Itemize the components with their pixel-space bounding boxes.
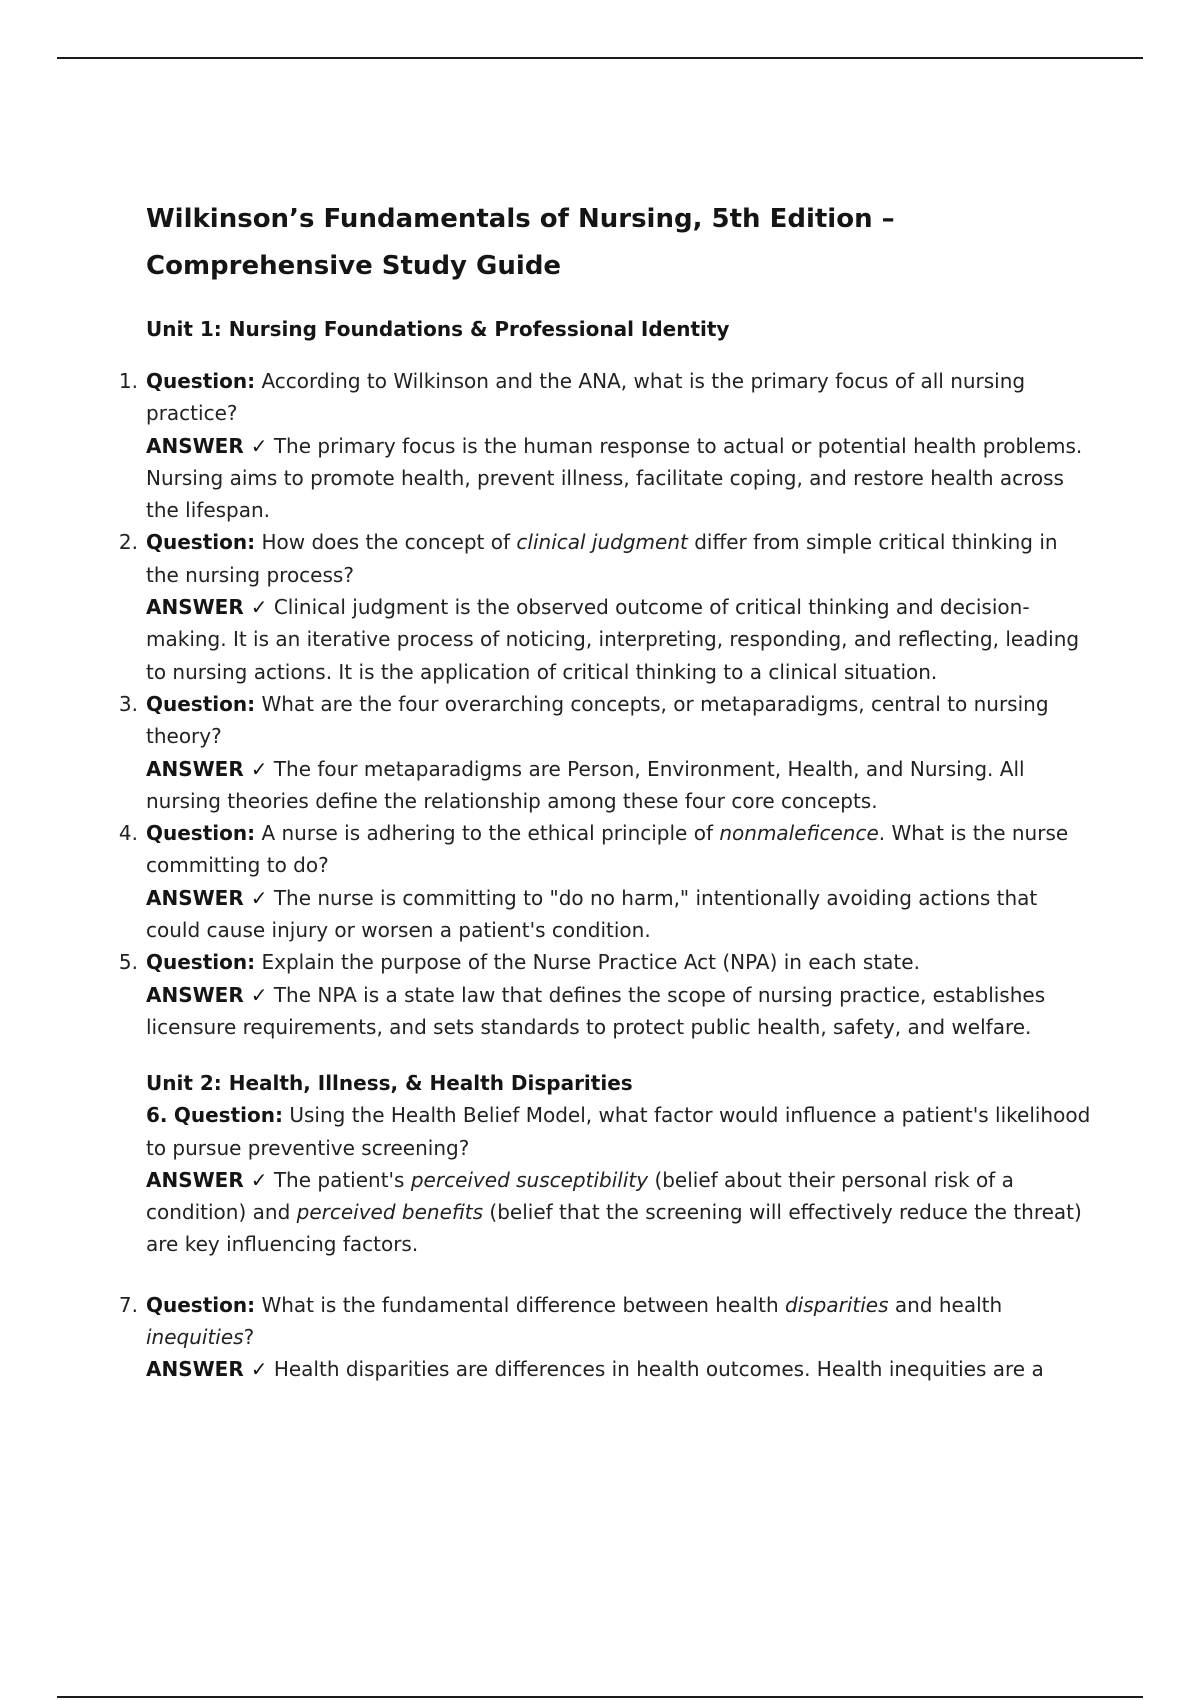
answer-emphasis: perceived benefits [296,1200,484,1225]
unit-1-question-list [118,365,1091,1043]
question-emphasis: clinical judgment [516,530,688,555]
item-number: 3. [118,691,138,716]
question-text: How does the concept of [261,530,511,555]
answer-label: ANSWER ✓ [146,433,268,458]
question-text-continued: differ from simple critical thinking in the nursing process? [146,530,1058,587]
footer-rule [57,1696,1143,1698]
question-label: Question: [146,691,256,716]
question-emphasis: nonmaleficence [719,821,879,846]
answer-block [146,753,1091,818]
question-item-6 [146,1099,1091,1260]
answer-block [146,882,1091,947]
paragraph-spacer [146,1261,1091,1289]
page-content [118,196,1091,1386]
question-text: According to Wilkinson and the ANA, what is the primary focus of all nursing practice? [146,369,1026,426]
question-item-2 [118,526,1091,687]
question-label: Question: [146,369,256,393]
answer-text: The primary focus is the human response to actual or potential health problems. Nursing aims to promote health, prevent illness, facilitate coping, and restore health across the lifespan. [146,433,1083,523]
answer-text-continued: (belief that the screening will effectively reduce the threat) are key influencing factors. [146,1200,1082,1257]
question-text-continued: and health [894,1292,1003,1317]
answer-text: The nurse is committing to "do no harm," intentionally avoiding actions that could cause injury or worsen a patient's condition. [146,885,1038,943]
answer-block [146,1353,1091,1385]
question-item-7 [118,1289,1091,1386]
header-rule [57,57,1143,59]
answer-text: Health disparities are differences in health outcomes. Health inequities are a [273,1357,1044,1382]
document-title: Wilkinson’s Fundamentals of Nursing, 5th Edition – Comprehensive Study Guide [146,204,895,281]
item-number: 7. [118,1292,138,1317]
answer-label: ANSWER ✓ [146,1167,268,1192]
question-text-continued: ? [243,1325,255,1350]
answer-label: ANSWER ✓ [146,756,268,781]
item-number: 6. [146,1103,168,1128]
answer-label: ANSWER ✓ [146,885,268,910]
answer-text: The NPA is a state law that defines the scope of nursing practice, establishes licensure requirements, and sets standards to protect public health, safety, and welfare. [146,982,1046,1039]
question-item-1 [118,365,1091,526]
answer-label: ANSWER ✓ [146,982,268,1007]
question-text: Explain the purpose of the Nurse Practice Act (NPA) in each state. [261,950,920,975]
item-number: 2. [118,530,138,555]
question-label: Question: [146,1292,256,1317]
unit-2-question-list [118,1289,1091,1386]
unit-1-heading: Unit 1: Nursing Foundations & Professional Identity [146,317,730,341]
answer-emphasis: perceived susceptibility [410,1167,649,1192]
answer-block [146,979,1091,1044]
answer-label: ANSWER ✓ [146,595,268,620]
question-label: Question: [146,530,256,555]
question-label: Question: [146,821,256,846]
question-text: Using the Health Belief Model, what factor would influence a patient's likelihood to pursue preventive screening? [146,1103,1091,1160]
answer-text: Clinical judgment is the observed outcome of critical thinking and decision-making. It is an iterative process of noticing, interpreting, responding, and reflecting, leading to nursing actions. It is the application of critical thinking to a clinical situation. [146,595,1080,684]
question-item-3 [118,688,1091,817]
answer-text-continued: (belief about their personal risk of a condition) and [146,1167,1014,1225]
answer-block [146,591,1091,688]
answer-block [146,430,1091,527]
question-item-4 [118,817,1091,946]
question-item-5 [118,946,1091,1043]
answer-block [146,1164,1091,1261]
question-text-continued: . What is the nurse committing to do? [146,821,1069,878]
answer-label: ANSWER ✓ [146,1357,268,1382]
answer-text: The four metaparadigms are Person, Environment, Health, and Nursing. All nursing theories define the relationship among these four core concepts. [146,756,1025,813]
item-number: 5. [118,950,138,975]
question-text: What is the fundamental difference between health [261,1292,779,1317]
question-emphasis: inequities [146,1325,244,1350]
item-number: 4. [118,821,138,846]
question-emphasis: disparities [784,1292,889,1317]
question-label: Question: [173,1103,283,1128]
answer-text: The patient's [273,1167,405,1192]
question-text: What are the four overarching concepts, or metaparadigms, central to nursing theory? [146,691,1049,749]
question-text: A nurse is adhering to the ethical principle of [261,821,713,846]
unit-2-heading: Unit 2: Health, Illness, & Health Disparities [146,1071,633,1096]
question-label: Question: [146,950,256,975]
item-number: 1. [118,369,138,393]
